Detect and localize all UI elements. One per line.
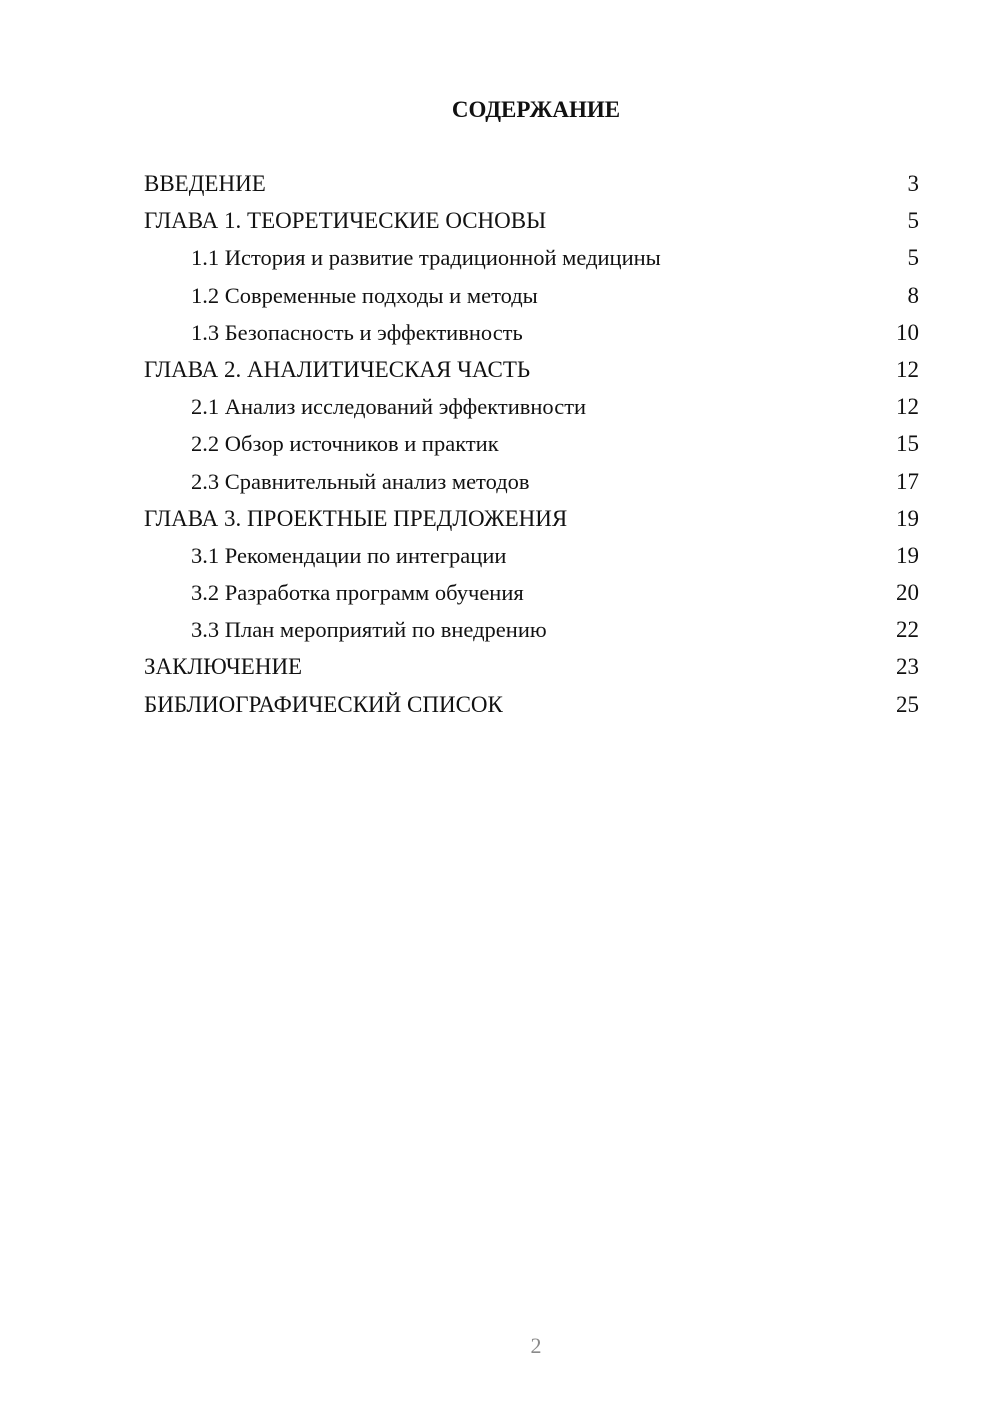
toc-entry-page: 5 [907,245,919,271]
toc-entry [144,239,919,276]
toc-entry [144,686,919,723]
toc-entry-label: 3.2 Разработка программ обучения [191,580,524,606]
toc-entry-label: 1.1 История и развитие традиционной медицины [191,245,661,271]
toc-entry [144,388,919,425]
toc-entry [144,611,919,648]
toc-entry [144,314,919,351]
toc-entry [144,574,919,611]
toc-entry-label: 2.1 Анализ исследований эффективности [191,394,587,420]
toc-entry-page: 19 [896,542,919,568]
toc-entry-page: 5 [907,208,919,234]
toc-entry-label: 3.3 План мероприятий по внедрению [191,617,547,643]
toc-entry-label: ВВЕДЕНИЕ [144,171,266,196]
toc-entry-page: 8 [907,282,919,308]
toc-entry-label: ГЛАВА 2. АНАЛИТИЧЕСКАЯ ЧАСТЬ [144,356,531,382]
toc-title: СОДЕРЖАНИЕ [451,97,621,122]
toc-entry-label: 2.3 Сравнительный анализ методов [191,468,530,494]
toc-entry-page: 19 [896,505,919,531]
toc-entry [144,202,919,239]
toc-entry-page: 12 [896,394,919,420]
toc-entry-label: БИБЛИОГРАФИЧЕСКИЙ СПИСОК [144,691,503,717]
toc-entry-page: 22 [896,617,919,643]
toc-entry [144,537,919,574]
toc-entry-label: 3.1 Рекомендации по интеграции [191,542,507,568]
toc-entry-page: 17 [896,468,919,494]
toc-entry-page: 3 [907,171,919,196]
toc-entry-label: ЗАКЛЮЧЕНИЕ [144,654,303,680]
toc-entry-label: ГЛАВА 1. ТЕОРЕТИЧЕСКИЕ ОСНОВЫ [144,208,547,234]
toc-entry [144,277,919,314]
table-of-contents [144,165,919,723]
page-number: 2 [530,1333,542,1358]
toc-entry [144,463,919,500]
toc-entry-page: 23 [896,654,919,680]
toc-entry [144,351,919,388]
toc-entry [144,425,919,462]
toc-entry-page: 20 [896,580,919,606]
toc-entry-page: 15 [896,431,919,457]
toc-entry [144,500,919,537]
toc-entry-label: ГЛАВА 3. ПРОЕКТНЫЕ ПРЕДЛОЖЕНИЯ [144,505,568,531]
toc-entry-label: 1.3 Безопасность и эффективность [191,319,523,345]
toc-entry-page: 25 [896,691,919,717]
toc-entry [144,165,919,202]
toc-entry-page: 10 [896,319,919,345]
toc-entry-label: 2.2 Обзор источников и практик [191,431,499,457]
toc-entry-page: 12 [896,356,919,382]
toc-entry-label: 1.2 Современные подходы и методы [191,282,538,308]
toc-entry [144,648,919,685]
